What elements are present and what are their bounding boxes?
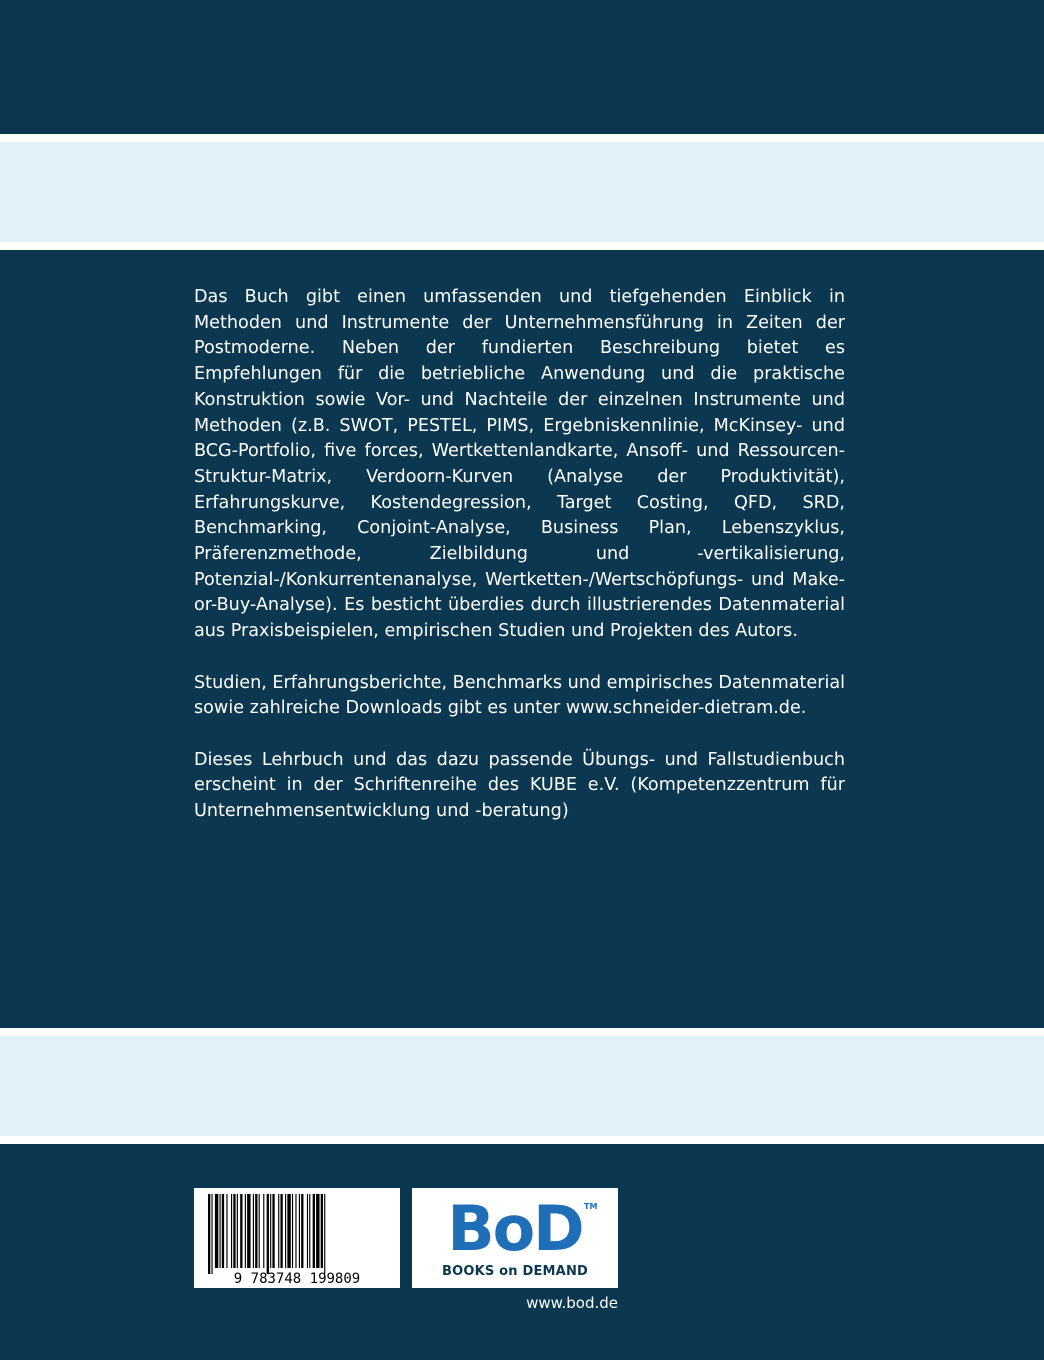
barcode-bar: [253, 1194, 254, 1268]
publisher-logo-box: [412, 1188, 618, 1288]
divider-line: [0, 134, 1044, 142]
isbn-barcode: [194, 1188, 400, 1288]
barcode-bar: [301, 1194, 303, 1268]
barcode-bar: [240, 1194, 242, 1268]
barcode-bar: [245, 1194, 246, 1268]
barcode-bar: [270, 1194, 271, 1268]
divider-line: [0, 1028, 1044, 1036]
barcode-bar: [263, 1194, 264, 1268]
isbn-number: 9 783748 199809: [233, 1271, 361, 1287]
trademark-mark: TM: [584, 1202, 598, 1211]
barcode-bar: [231, 1194, 232, 1268]
pale-band-lower: [0, 1036, 1044, 1136]
barcode-bar: [226, 1194, 227, 1268]
barcode-bar: [321, 1194, 323, 1268]
barcode-bar: [316, 1194, 319, 1268]
barcode-bar: [220, 1194, 221, 1268]
barcode-bar: [287, 1194, 290, 1268]
barcode-bar: [233, 1194, 235, 1268]
barcode-bar: [278, 1194, 279, 1268]
barcode-bar: [295, 1194, 296, 1268]
barcode-bar: [255, 1194, 257, 1268]
barcode-bar: [259, 1194, 260, 1268]
barcode-bar: [309, 1194, 310, 1268]
barcode-bar: [247, 1194, 250, 1268]
blurb-paragraph-1: Das Buch gibt einen umfassenden und tiefgehenden Einblick in Methoden und Instrumente der Unternehmensführung in Zeiten der Postmoderne. Neben der fundierten Beschreibung bietet es Empfehlungen für die betriebliche Anwendung und die praktische Konstruktion sowie Vor- und Nachteile der einzelnen Instrumente und Methoden (z.B. SWOT, PESTEL, PIMS, Ergebniskennlinie, McKinsey- und BCG-Portfolio, five forces, Wertkettenlandkarte, Ansoff- und Ressourcen-Struktur-Matrix, Verdoorn-Kurven (Analyse der Produktivität), Erfahrungskurve, Kostendegression, Target Costing, QFD, SRD, Benchmarking, Conjoint-Analyse, Business Plan, Lebenszyklus, Präferenzmethode, Zielbildung und -vertikalisierung, Potenzial-/Konkurrentenanalyse, Wertketten-/Wertschöpfungs- und Make-or-Buy-Analyse). Es besticht überdies durch illustrierendes Datenmaterial aus Praxisbeispielen, empirischen Studien und Projekten des Autors.: [194, 287, 845, 642]
barcode-bar: [272, 1194, 274, 1268]
publisher-website: www.bod.de: [526, 1294, 618, 1312]
barcode-bar: [222, 1194, 224, 1268]
publisher-tagline: BOOKS on DEMAND: [441, 1264, 589, 1279]
barcode-bar: [313, 1194, 315, 1268]
barcode-bar: [307, 1194, 308, 1268]
barcode-bar: [285, 1194, 286, 1268]
top-band: [0, 0, 1044, 134]
pale-band-upper: [0, 142, 1044, 242]
barcode-bar: [215, 1194, 218, 1268]
barcode-bar: [299, 1194, 300, 1268]
blurb-text: [194, 285, 845, 850]
divider-line: [0, 1136, 1044, 1144]
barcode-graphic: [194, 1188, 400, 1288]
divider-line: [0, 242, 1044, 250]
barcode-bar: [208, 1194, 210, 1274]
barcode-bar: [211, 1194, 212, 1274]
barcode-bar: [237, 1194, 238, 1268]
blurb-paragraph-2: Studien, Erfahrungsberichte, Benchmarks und empirisches Datenmaterial sowie zahlreiche Downloads gibt es unter www.schneider-dietram.de.: [194, 672, 846, 719]
barcode-bar: [324, 1194, 325, 1274]
barcode-bar: [267, 1194, 269, 1274]
bod-logo: BoD: [447, 1192, 583, 1265]
barcode-bar: [292, 1194, 293, 1268]
blurb-paragraph-3: Dieses Lehrbuch und das dazu passende Übungs- und Fallstudienbuch erscheint in der Schriftenreihe des KUBE e.V. (Kompetenzzentrum für Unternehmensentwicklung und -beratung): [194, 749, 845, 822]
barcode-bar: [280, 1194, 282, 1268]
